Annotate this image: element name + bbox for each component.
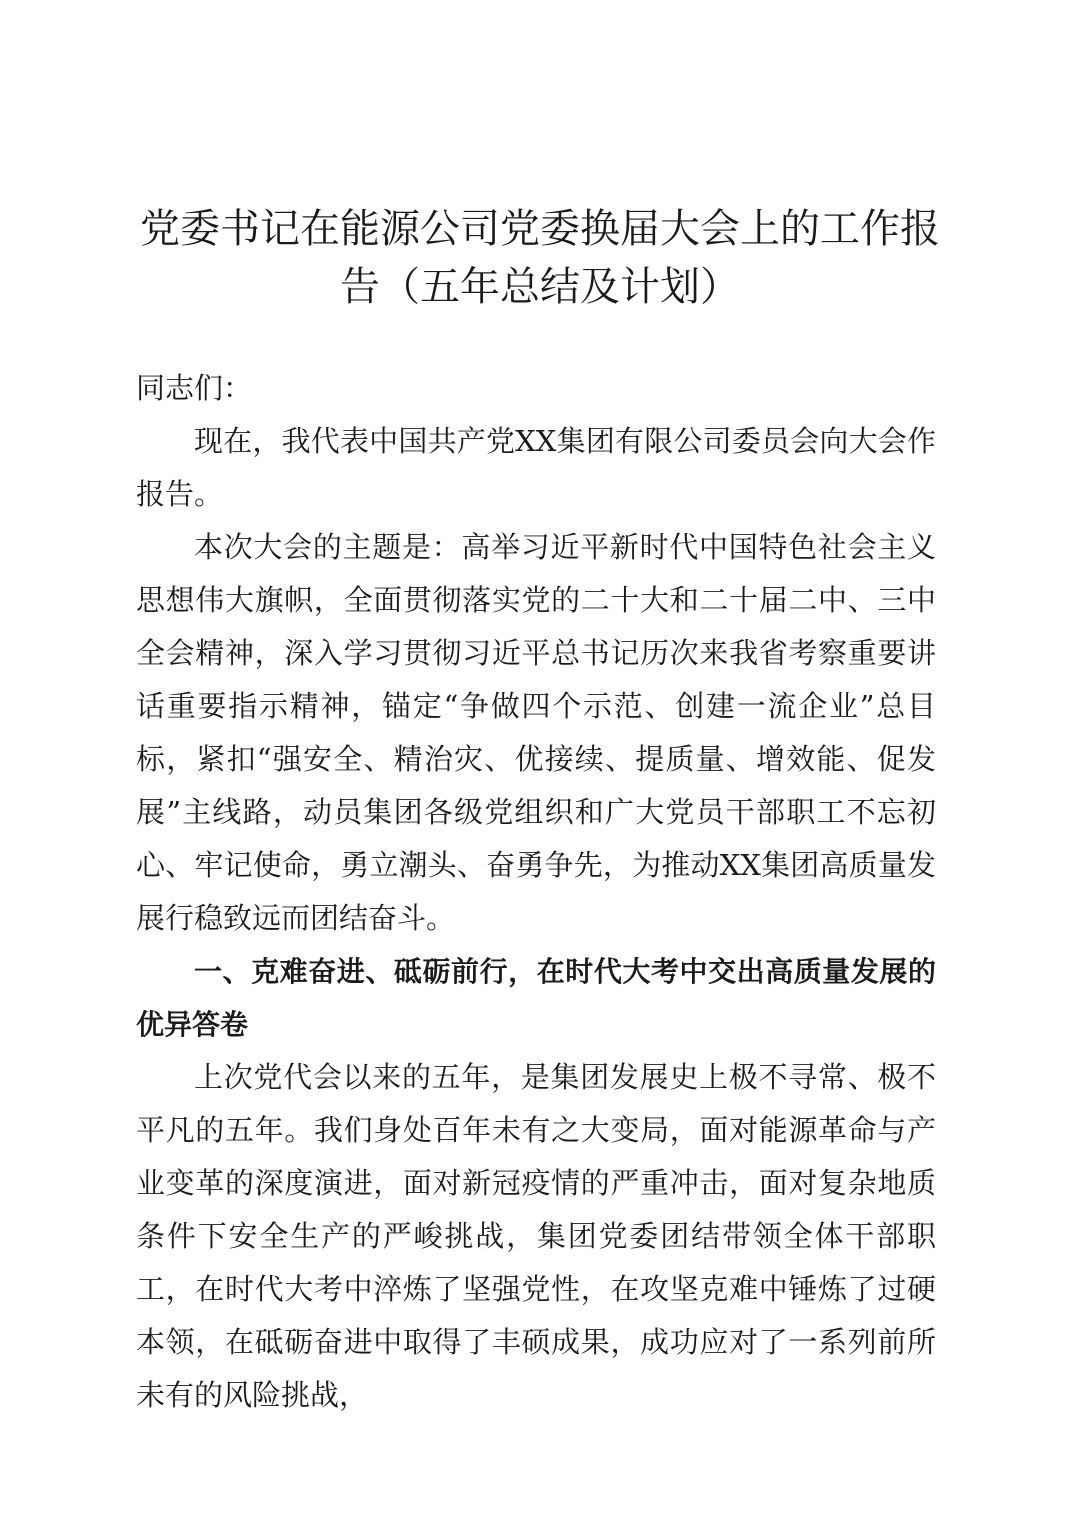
paragraph-intro: 现在，我代表中国共产党XX集团有限公司委员会向大会作报告。	[136, 424, 936, 511]
section-heading-1: 一、克难奋进、砥砺前行，在时代大考中交出高质量发展的优异答卷	[136, 955, 936, 1041]
title-line-1: 党委书记在能源公司党委换届大会上的工作报	[140, 206, 940, 252]
salutation: 同志们：	[136, 371, 253, 405]
document-body	[136, 362, 936, 1422]
document-title	[120, 200, 960, 316]
paragraph-theme: 本次大会的主题是：高举习近平新时代中国特色社会主义思想伟大旗帜，全面贯彻落实党的二十大和二十届二中、三中全会精神，深入学习贯彻习近平总书记历次来我省考察重要讲话重要指示精神，锚定“争做四个示范、创建一流企业”总目标，紧扣“强安全、精治灾、优接续、提质量、增效能、促发展”主线路，动员集团各级党组织和广大党员干部职工不忘初心、牢记使命，勇立潮头、奋勇争先，为推动XX集团高质量发展行稳致远而团结奋斗。	[136, 530, 936, 935]
title-line-2: 告（五年总结及计划）	[340, 264, 740, 310]
paragraph-review: 上次党代会以来的五年，是集团发展史上极不寻常、极不平凡的五年。我们身处百年未有之大变局，面对能源革命与产业变革的深度演进，面对新冠疫情的严重冲击，面对复杂地质条件下安全生产的严峻挑战，集团党委团结带领全体干部职工，在时代大考中淬炼了坚强党性，在攻坚克难中锤炼了过硬本领，在砥砺奋进中取得了丰硕成果，成功应对了一系列前所未有的风险挑战，	[136, 1060, 936, 1412]
